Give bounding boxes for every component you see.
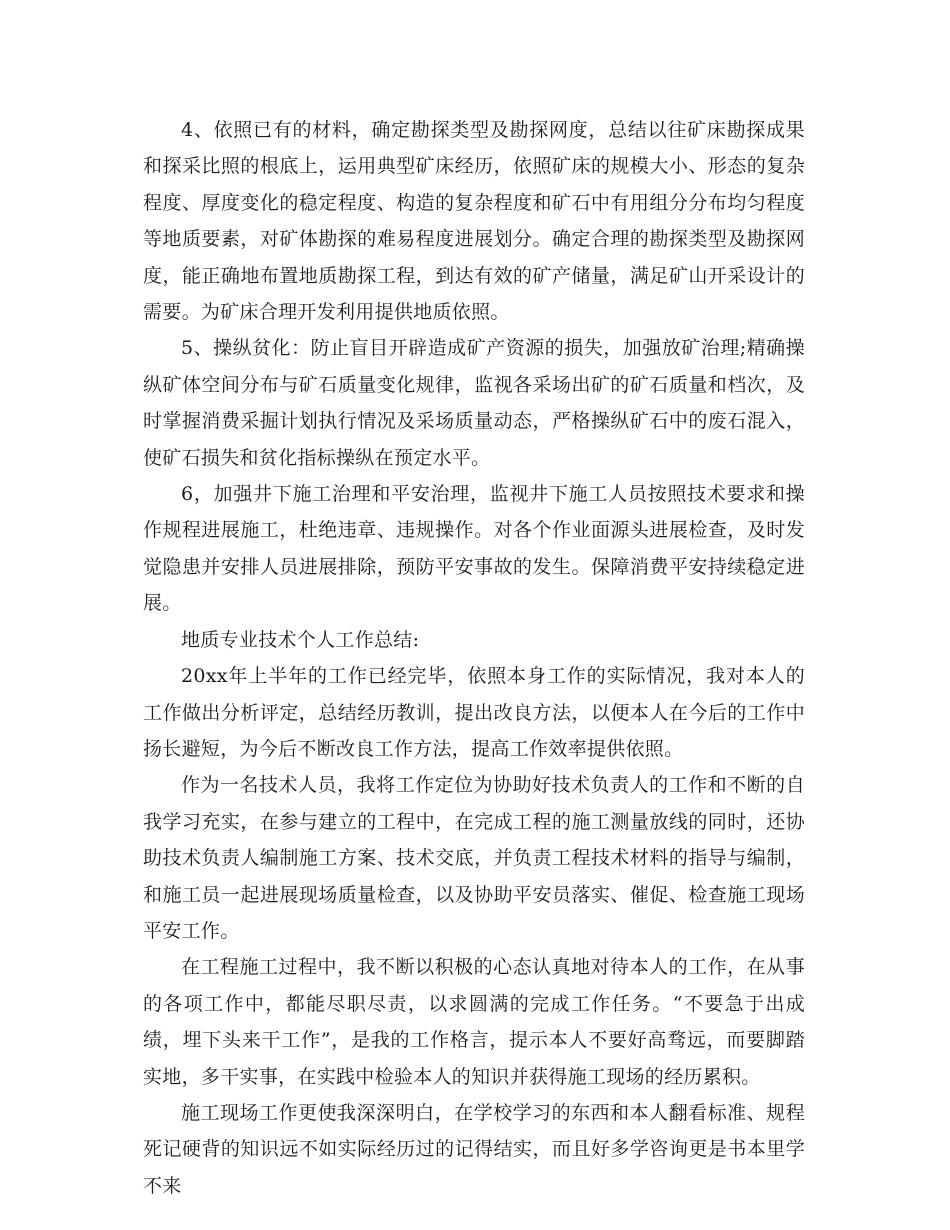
paragraph-summary-intro: 20xx年上半年的工作已经完毕，依照本身工作的实际情况，我对本人的工作做出分析评定，总结经历教训，提出改良方法，以便本人在今后的工作中扬长避短，为今后不断改良工作方法，提高工作效率提供依照。 <box>143 665 805 760</box>
section-heading: 地质专业技术个人工作总结: <box>181 628 420 651</box>
paragraph-item-6: 6，加强井下施工治理和平安治理，监视井下施工人员按照技术要求和操作规程进展施工，杜绝违章、违规操作。对各个作业面源头进展检查，及时发觉隐患并安排人员进展排除，预防平安事故的发生。保障消费平安持续稳定进展。 <box>143 483 805 615</box>
document-body <box>143 112 805 1204</box>
paragraph-item-4: 4、依照已有的材料，确定勘探类型及勘探网度，总结以往矿床勘探成果和探采比照的根底上，运用典型矿床经历，依照矿床的规模大小、形态的复杂程度、厚度变化的稳定程度、构造的复杂程度和矿石中有用组分分布均匀程度等地质要素，对矿体勘探的难易程度进展划分。确定合理的勘探类型及勘探网度，能正确地布置地质勘探工程，到达有效的矿产储量，满足矿山开采设计的需要。为矿床合理开发利用提供地质依照。 <box>143 119 805 324</box>
paragraph-item-5: 5、操纵贫化：防止盲目开辟造成矿产资源的损失，加强放矿治理;精确操纵矿体空间分布与矿石质量变化规律，监视各采场出矿的矿石质量和档次，及时掌握消费采掘计划执行情况及采场质量动态，严格操纵矿石中的废石混入，使矿石损失和贫化指标操纵在预定水平。 <box>143 337 805 469</box>
paragraph-attitude: 在工程施工过程中，我不断以积极的心态认真地对待本人的工作，在从事的各项工作中，都能尽职尽责，以求圆满的完成工作任务。“不要急于出成绩，埋下头来干工作”，是我的工作格言，提示本人不要好高骛远，而要脚踏实地，多干实事，在实践中检验本人的知识并获得施工现场的经历累积。 <box>143 956 805 1088</box>
paragraph-role: 作为一名技术人员，我将工作定位为协助好技术负责人的工作和不断的自我学习充实，在参与建立的工程中，在完成工程的施工测量放线的同时，还协助技术负责人编制施工方案、技术交底，并负责工程技术材料的指导与编制，和施工员一起进展现场质量检查，以及协助平安员落实、催促、检查施工现场平安工作。 <box>143 774 805 942</box>
paragraph-site-work: 施工现场工作更使我深深明白，在学校学习的东西和本人翻看标准、规程死记硬背的知识远不如实际经历过的记得结实，而且好多学咨询更是书本里学不来 <box>143 1101 805 1197</box>
